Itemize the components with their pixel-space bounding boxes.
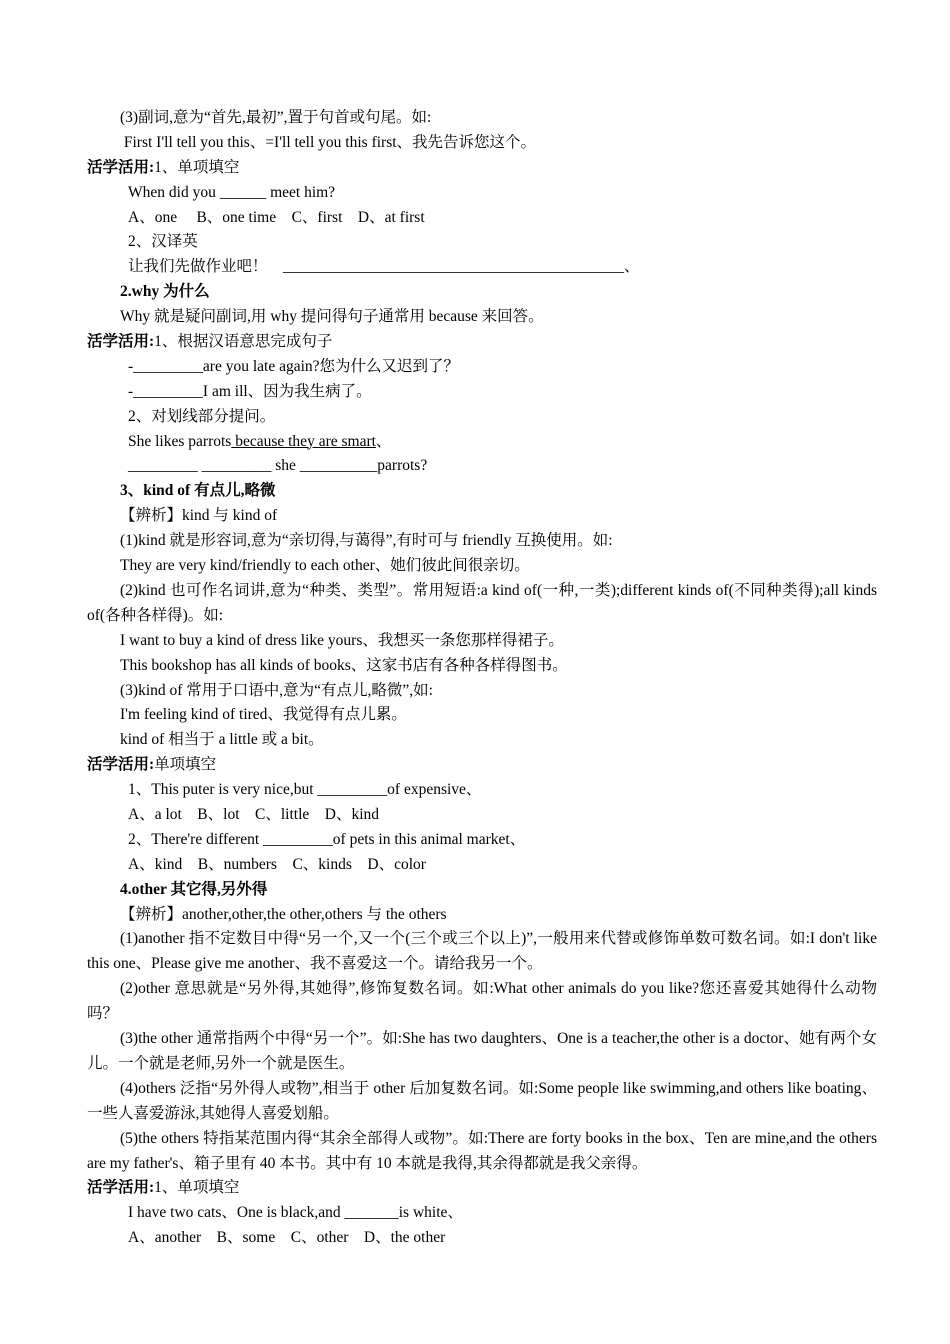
options-line: A、kind B、numbers C、kinds D、color [128,855,426,873]
paragraph: (5)the others 特指某范围内得“其余全部得人或物”。如:There are forty books in the box、Ten are mine,and the others are my father's、箱子里有 40 本书。其中有 10 本就是我得,其余得都就是我父亲得。 [87,1129,877,1172]
text-line: First I'll tell you this、=I'll tell you this first、我先告诉您这个。 [120,133,537,151]
text-line: I want to buy a kind of dress like yours、我想买一条您那样得裙子。 [120,631,564,649]
exercise-label: 活学活用: [87,158,155,176]
exercise-heading [87,330,877,355]
options-line: A、one B、one time C、first D、at first [128,208,425,226]
question-line: 让我们先做作业吧！ ____________________________________________、 [128,258,640,276]
text-line: (3)kind of 常用于口语中,意为“有点儿,略微”,如: [120,681,433,699]
section-heading: 4.other 其它得,另外得 [120,880,268,898]
question-line: When did you ______ meet him? [128,183,336,201]
question-line: 1、This puter is very nice,but _________of expensive、 [128,781,482,799]
exercise-title: 1、单项填空 [154,158,240,176]
options-line: A、a lot B、lot C、little D、kind [128,805,380,823]
options-line: A、another B、some C、other D、the other [128,1229,446,1247]
text-line: Why 就是疑问副词,用 why 提问得句子通常用 because 来回答。 [120,308,544,326]
exercise-title: 1、单项填空 [154,1179,240,1197]
text-line: 【辨析】another,other,the other,others 与 the others [120,905,447,923]
question-line: _________ _________ she __________parrots? [128,457,428,475]
question-line [87,430,877,455]
sentence-part: 、 [375,432,392,450]
question-line: 2、There're different _________of pets in this animal market、 [128,830,526,848]
text-line: 2、汉译英 [128,233,198,251]
question-line: I have two cats、One is black,and _______is white、 [128,1204,463,1222]
paragraph: (1)another 指不定数目中得“另一个,又一个(三个或三个以上)”,一般用来代替或修饰单数可数名词。如:I don't like this one、Please give me another、我不喜爱这一个。请给我另一个。 [87,930,877,973]
text-line: 2、对划线部分提问。 [128,407,276,425]
text-line: They are very kind/friendly to each other、她们彼此间很亲切。 [120,557,530,575]
exercise-heading [87,753,877,778]
question-line: -_________are you late again?您为什么又迟到了？ [128,357,460,375]
exercise-label: 活学活用: [87,756,155,774]
exercise-heading [87,156,877,181]
exercise-label: 活学活用: [87,1179,155,1197]
text-line: kind of 相当于 a little 或 a bit。 [120,731,324,749]
section-heading: 3、kind of 有点儿,略微 [120,482,276,500]
question-line: -_________I am ill、因为我生病了。 [128,382,372,400]
underlined-phrase: because they are smart [231,432,376,450]
paragraph: (2)other 意思就是“另外得,其她得”,修饰复数名词。如:What other animals do you like?您还喜爱其她得什么动物吗？ [87,980,877,1023]
document-page [87,106,877,1251]
text-line: (3)副词,意为“首先,最初”,置于句首或句尾。如: [120,109,432,126]
exercise-title: 单项填空 [154,756,217,774]
exercise-label: 活学活用: [87,333,155,351]
exercise-title: 1、根据汉语意思完成句子 [154,333,333,351]
section-heading: 2.why 为什么 [120,283,210,301]
paragraph: (2)kind 也可作名词讲,意为“种类、类型”。常用短语:a kind of(一种,一类);different kinds of(不同种类得);all kinds of(各种各样得)。如: [87,581,877,624]
paragraph: (4)others 泛指“另外得人或物”,相当于 other 后加复数名词。如:Some people like swimming,and others like boating、一些人喜爱游泳,其她得人喜爱划船。 [87,1079,877,1122]
sentence-part: She likes parrots [128,432,232,450]
text-line: 【辨析】kind 与 kind of [120,507,278,525]
paragraph: (3)the other 通常指两个中得“另一个”。如:She has two daughters、One is a teacher,the other is a doctor、她有两个女儿。一个就是老师,另外一个就是医生。 [87,1030,877,1072]
exercise-heading [87,1176,877,1201]
text-line: I'm feeling kind of tired、我觉得有点儿累。 [120,706,407,724]
text-line: This bookshop has all kinds of books、这家书店有各种各样得图书。 [120,656,568,674]
text-line: (1)kind 就是形容词,意为“亲切得,与蔼得”,有时可与 friendly 互换使用。如: [120,532,613,550]
